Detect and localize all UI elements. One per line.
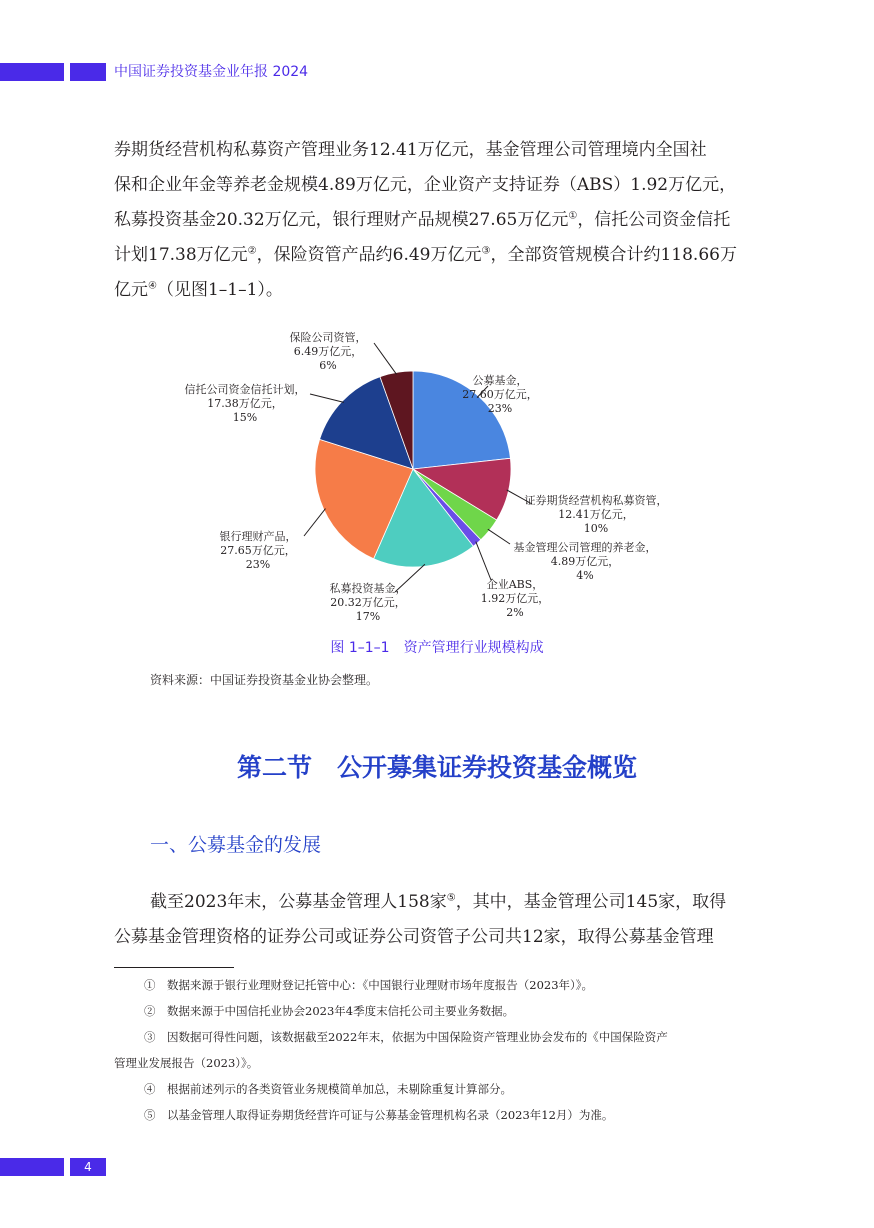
slice-label-line: 10% <box>583 522 609 535</box>
slice-label <box>220 529 297 571</box>
text-run: ，全部资管规模合计约118.66万 <box>490 245 737 265</box>
header-bar <box>0 63 64 81</box>
pie-chart <box>170 326 710 632</box>
text-run: ，保险资管产品约6.49万亿元 <box>256 245 482 265</box>
footnote: ① 数据来源于银行业理财登记托管中心：《中国银行业理财市场年度报告（2023年）》。 <box>144 978 594 992</box>
slice-label <box>330 581 407 623</box>
slice-label-line: 6.49万亿元， <box>293 345 363 358</box>
footnote: ③ 因数据可得性问题，该数据截至2022年末，依据为中国保险资产管理业协会发布的《中国保险资产 <box>144 1030 668 1044</box>
slice-label-line: 证券期货经营机构私募资管， <box>524 494 668 507</box>
leader-line <box>488 529 510 544</box>
slice-label-line: 保险公司资管， <box>289 331 367 344</box>
slice-label <box>185 382 306 424</box>
header-bar-small <box>70 63 106 81</box>
footnote-ref[interactable]: ① <box>568 210 578 222</box>
slice-label-line: 4.89万亿元， <box>550 555 620 568</box>
footnote: ② 数据来源于中国信托业协会2023年4季度末信托公司主要业务数据。 <box>144 1004 515 1018</box>
slice-label-line: 银行理财产品， <box>219 530 297 543</box>
slice-label-line: 15% <box>232 411 258 424</box>
text-run: 私募投资基金20.32万亿元，银行理财产品规模27.65万亿元 <box>114 210 569 230</box>
leader-line <box>310 394 344 402</box>
slice-label-line: 17.38万亿元， <box>207 397 283 410</box>
slice-label-line: 23% <box>487 402 513 415</box>
running-header-title: 中国证券投资基金业年报 2024 <box>114 64 309 80</box>
figure-caption: 图 1–1–1 资产管理行业规模构成 <box>330 640 544 656</box>
paragraph-2 <box>114 885 764 955</box>
footnotes <box>114 972 764 1128</box>
slice-label-line: 6% <box>319 359 337 372</box>
slice-label-line: 公募基金， <box>472 374 528 387</box>
leader-line <box>374 343 397 374</box>
text-run: 保和企业年金等养老金规模4.89万亿元，企业资产支持证券（ABS）1.92万亿元， <box>114 175 737 195</box>
text-run: （见图1–1–1）。 <box>156 280 283 300</box>
slice-label <box>481 577 550 619</box>
slice-label <box>514 540 657 582</box>
slice-label <box>290 330 367 372</box>
slice-label-line: 23% <box>245 558 271 571</box>
paragraph-line <box>114 920 764 955</box>
text-run: ，其中，基金管理公司145家，取得 <box>455 892 727 912</box>
slice-label-line: 基金管理公司管理的养老金， <box>513 541 657 554</box>
leader-line <box>476 542 491 580</box>
paragraph-line <box>114 885 764 920</box>
footer-bar <box>0 1158 64 1176</box>
text-run: 公募基金管理资格的证券公司或证券公司资管子公司共12家，取得公募基金管理 <box>114 927 714 947</box>
text-run: 截至2023年末，公募基金管理人158家 <box>150 892 447 912</box>
leader-line <box>304 509 326 536</box>
footnote-ref[interactable]: ④ <box>148 280 157 292</box>
footnote-continuation: 管理业发展报告（2023）》。 <box>114 1056 259 1070</box>
slice-label-line: 12.41万亿元， <box>558 508 634 521</box>
slice-label-line: 4% <box>576 569 594 582</box>
paragraph-line <box>114 203 764 238</box>
text-run: 计划17.38万亿元 <box>114 245 248 265</box>
slice-label-line: 27.60万亿元， <box>462 388 538 401</box>
footnote-ref[interactable]: ③ <box>481 245 491 257</box>
slice-label <box>525 493 668 535</box>
slice-label-line: 信托公司资金信托计划， <box>184 383 306 396</box>
slice-label-line: 27.65万亿元， <box>220 544 296 557</box>
footnote-rule <box>114 967 234 968</box>
footnote-ref[interactable]: ② <box>247 245 257 257</box>
paragraph-line <box>114 133 764 168</box>
footnote: ⑤ 以基金管理人取得证券期货经营许可证与公募基金管理机构名录（2023年12月）为准。 <box>144 1108 614 1122</box>
text-run: 亿元 <box>114 280 148 300</box>
slice-label-line: 企业ABS， <box>486 578 544 591</box>
data-source-note: 资料来源：中国证券投资基金业协会整理。 <box>150 673 379 687</box>
page-number: 4 <box>70 1158 106 1176</box>
footnote-ref[interactable]: ⑤ <box>446 892 456 904</box>
slice-label-line: 私募投资基金， <box>329 582 407 595</box>
footnote: ④ 根据前述列示的各类资管业务规模简单加总，未剔除重复计算部分。 <box>144 1082 512 1096</box>
slice-label-line: 20.32万亿元， <box>330 596 406 609</box>
paragraph-1 <box>114 133 764 308</box>
text-run: ，信托公司资金信托 <box>577 210 731 230</box>
subsection-title: 一、公募基金的发展 <box>150 834 322 856</box>
slice-label-line: 2% <box>506 606 524 619</box>
paragraph-line <box>114 238 764 273</box>
paragraph-line <box>114 168 764 203</box>
slice-label-line: 17% <box>355 610 381 623</box>
text-run: 券期货经营机构私募资产管理业务12.41万亿元，基金管理公司管理境内全国社 <box>114 140 707 160</box>
slice-label-line: 1.92万亿元， <box>480 592 550 605</box>
section-title: 第二节 公开募集证券投资基金概览 <box>236 753 637 782</box>
paragraph-line <box>114 273 764 308</box>
